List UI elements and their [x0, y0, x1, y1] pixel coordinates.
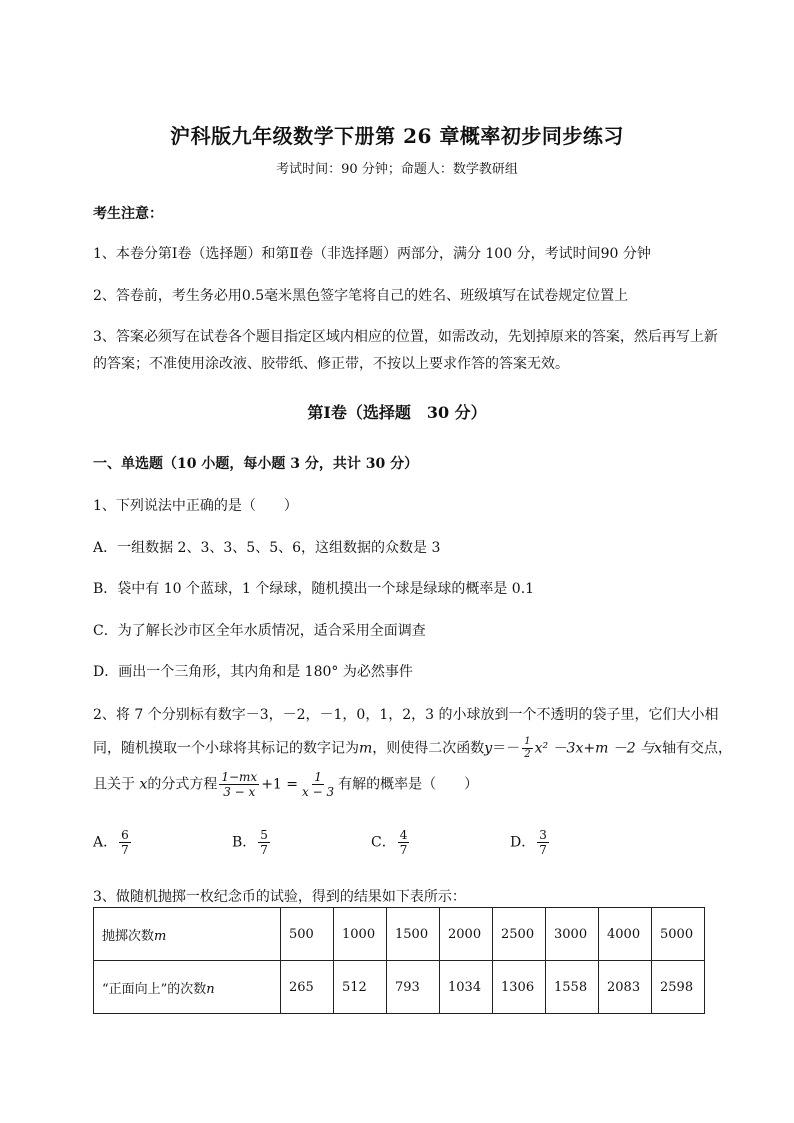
table-row: [94, 961, 705, 1014]
exam-subtitle: 考试时间：90 分钟；命题人：数学教研组: [276, 162, 518, 177]
option-label: A．: [93, 834, 118, 851]
table-cell: 512: [334, 961, 387, 1014]
table-cell: 1000: [334, 908, 387, 961]
table-cell: 2598: [652, 961, 705, 1014]
table-cell: 500: [281, 908, 334, 961]
option-fraction: [119, 828, 131, 857]
frac-den: 7: [399, 843, 408, 857]
frac-num: 1−mx: [221, 770, 258, 784]
var-m: m: [154, 928, 167, 944]
q2-line-2: [93, 736, 732, 761]
quadratic-expr: x² －3x+m －2 与: [534, 740, 655, 757]
q2-text: ＝－: [492, 740, 521, 757]
equation-right-fraction: [300, 770, 336, 799]
var-x: x: [654, 740, 663, 757]
table-cell: 2083: [599, 961, 652, 1014]
var-m: m: [359, 740, 373, 757]
table-cell: 1558: [546, 961, 599, 1014]
option-label: C．: [371, 834, 396, 851]
q2-option-a: [93, 828, 133, 857]
table-cell: 1306: [493, 961, 546, 1014]
q2-text: 的分式方程: [147, 776, 218, 793]
part-heading: 一、单选题（10 小题，每小题 3 分，共计 30 分）: [93, 456, 419, 472]
table-cell: 5000: [652, 908, 705, 961]
q1-option-c: C．为了解长沙市区全年水质情况，适合采用全面调查: [93, 623, 426, 639]
option-label: B．: [232, 834, 257, 851]
q1-option-d: D．画出一个三角形，其内角和是 180° 为必然事件: [93, 664, 413, 680]
section-title: 第Ⅰ卷（选择题 30 分）: [307, 403, 487, 422]
option-fraction: [537, 828, 549, 857]
q1-stem: 1、下列说法中正确的是（ ）: [93, 498, 298, 514]
q2-text: 且关于: [93, 776, 135, 793]
option-fraction: [398, 828, 410, 857]
table-cell: 2000: [440, 908, 493, 961]
page-title: 沪科版九年级数学下册第 26 章概率初步同步练习: [170, 124, 624, 148]
q2-line-1: 2、将 7 个分别标有数字－3，－2，－1，0，1，2，3 的小球放到一个不透明的袋子里，它们大小相: [93, 707, 719, 723]
notice-item-3-cont: 的答案；不准使用涂改液、胶带纸、修正带，不按以上要求作答的答案无效。: [93, 356, 569, 372]
table-cell: 265: [281, 961, 334, 1014]
frac-num: 1: [524, 736, 531, 747]
frac-den: 7: [121, 843, 129, 857]
cell-label: 抛掷次数: [102, 928, 155, 944]
frac-num: 3: [539, 828, 547, 842]
table-row: [94, 908, 705, 961]
fraction-half: [522, 736, 532, 761]
q2-option-c: [371, 828, 411, 857]
frac-num: 4: [399, 828, 408, 842]
q2-text: 同，随机摸取一个小球将其标记的数字记为: [93, 740, 359, 757]
table-cell: 4000: [599, 908, 652, 961]
row-header-tosses: [94, 908, 281, 961]
frac-num: 6: [121, 828, 129, 842]
equation-mid: +1 =: [261, 776, 299, 793]
table-cell: 1034: [440, 961, 493, 1014]
notice-item-1: 1、本卷分第Ⅰ卷（选择题）和第Ⅱ卷（非选择题）两部分，满分 100 分，考试时间90 分钟: [93, 246, 651, 262]
notice-item-2: 2、答卷前，考生务必用0.5毫米黑色签字笔将自己的姓名、班级填写在试卷规定位置上: [93, 288, 629, 304]
q1-option-a: A．一组数据 2、3、3、5、5、6，这组数据的众数是 3: [93, 540, 441, 556]
row-header-heads: [94, 961, 281, 1014]
frac-den: 7: [260, 843, 268, 857]
var-n: n: [206, 981, 215, 997]
option-fraction: [258, 828, 270, 857]
q2-option-d: [510, 828, 551, 857]
var-x: x: [139, 776, 148, 793]
frac-den: 2: [524, 749, 531, 760]
q1-option-b: B．袋中有 10 个蓝球，1 个绿球，随机摸出一个球是绿球的概率是 0.1: [93, 581, 535, 597]
frac-den: 3 − x: [223, 785, 256, 799]
cell-label: “正面向上”的次数: [102, 981, 207, 997]
frac-num: 5: [260, 828, 268, 842]
q2-line-3: [93, 770, 478, 799]
table-cell: 3000: [546, 908, 599, 961]
q2-text: 轴有交点，: [662, 740, 733, 757]
option-label: D．: [510, 834, 536, 851]
q2-text: ，则使得二次函数: [372, 740, 485, 757]
frac-den: 7: [539, 843, 547, 857]
q2-option-b: [232, 828, 272, 857]
q3-stem: 3、做随机抛掷一枚纪念币的试验，得到的结果如下表所示：: [93, 889, 466, 905]
table-cell: 1500: [387, 908, 440, 961]
equation-left-fraction: [219, 770, 259, 799]
frac-num: 1: [314, 770, 322, 784]
coin-toss-table: [93, 907, 705, 1014]
q2-text: 有解的概率是（ ）: [338, 776, 479, 793]
notice-heading: 考生注意：: [93, 206, 163, 222]
var-y: y: [484, 740, 493, 757]
table-cell: 793: [387, 961, 440, 1014]
frac-den: x − 3: [302, 785, 335, 799]
table-cell: 2500: [493, 908, 546, 961]
notice-item-3: 3、答案必须写在试卷各个题目指定区域内相应的位置，如需改动，先划掉原来的答案，然后再写上新: [93, 329, 718, 345]
